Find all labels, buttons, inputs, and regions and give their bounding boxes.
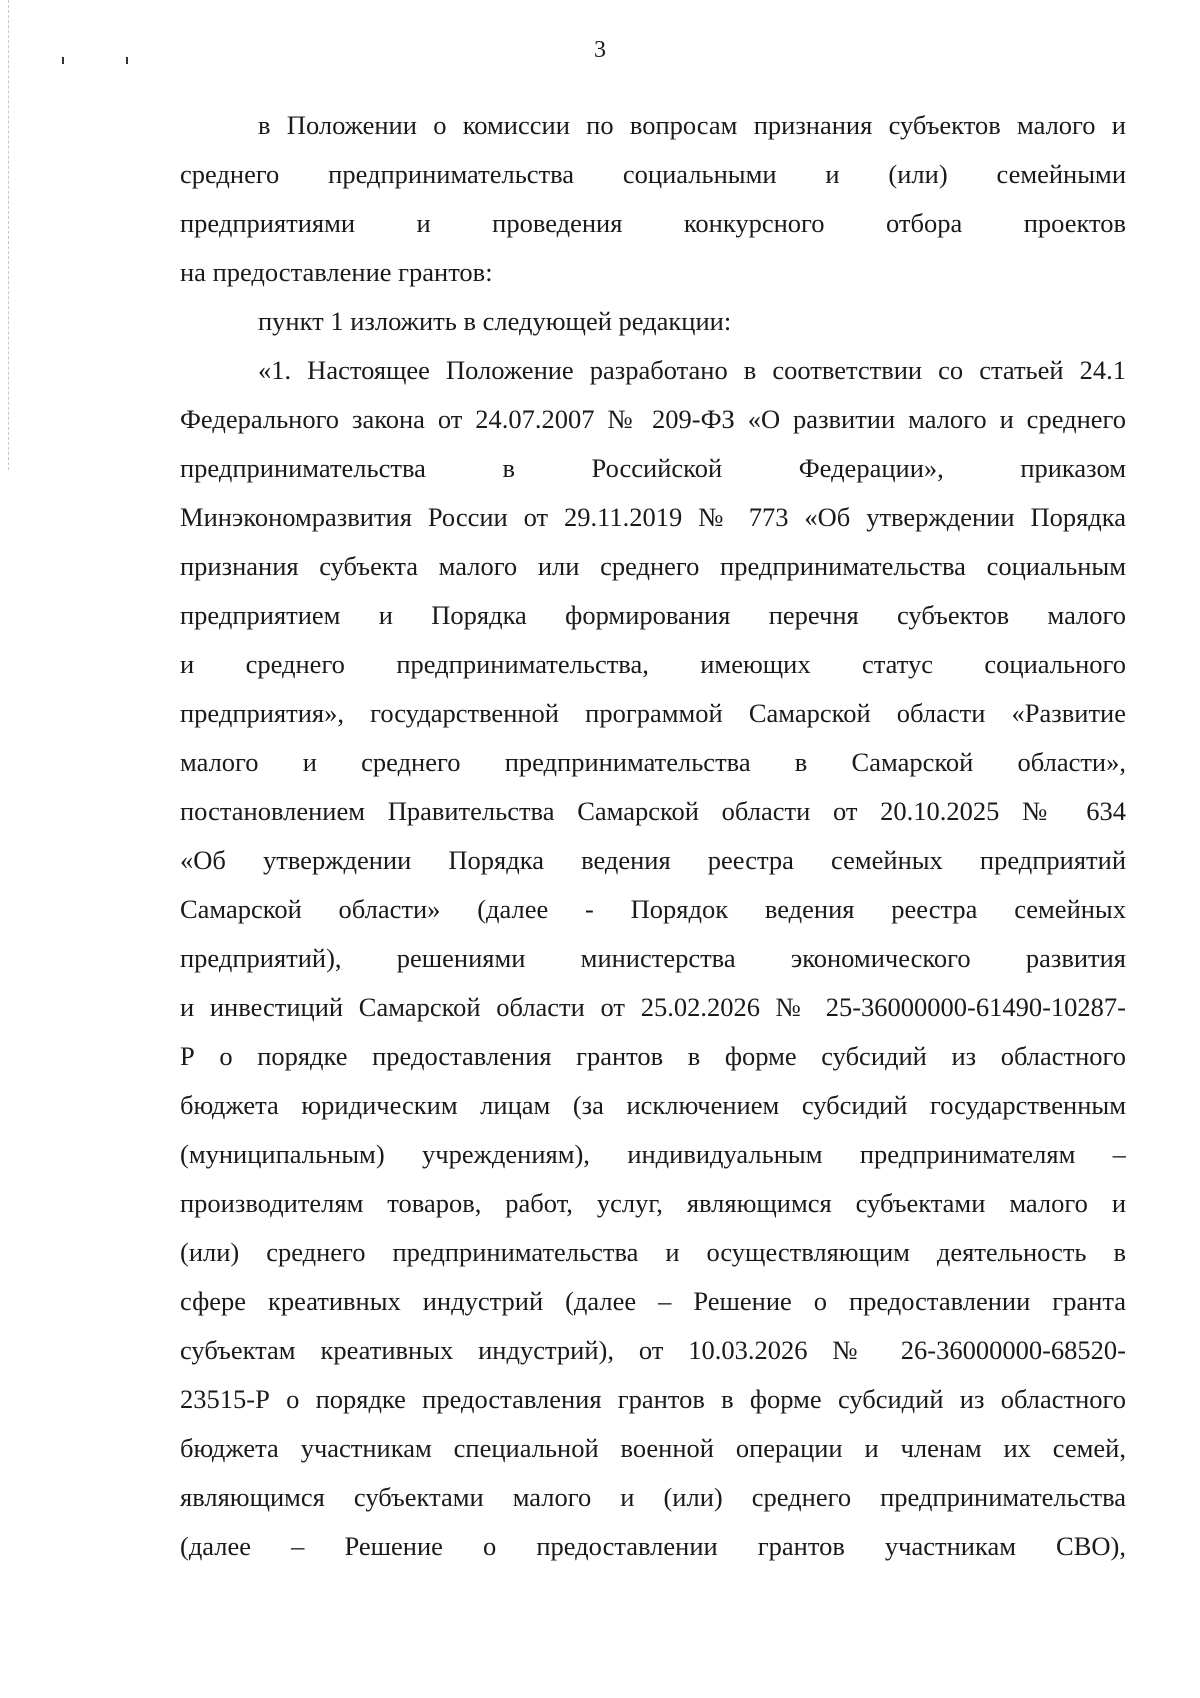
text-line: (или) среднего предпринимательства и осуществляющим деятельность в xyxy=(180,1237,1126,1267)
text-line: признания субъекта малого или среднего предпринимательства социальным xyxy=(180,551,1126,581)
text-line: бюджета юридическим лицам (за исключением субсидий государственным xyxy=(180,1090,1126,1120)
text-line: 23515-Р о порядке предоставления грантов в форме субсидий из областного xyxy=(180,1384,1126,1414)
text-line: малого и среднего предпринимательства в Самарской области», xyxy=(180,747,1126,777)
text-line: «1. Настоящее Положение разработано в соответствии со статьей 24.1 xyxy=(258,355,1126,385)
text-line: Федерального закона от 24.07.2007 № 209-ФЗ «О развитии малого и среднего xyxy=(180,404,1126,434)
text-line: предпринимательства в Российской Федерации», приказом xyxy=(180,453,1126,483)
text-line: и среднего предпринимательства, имеющих статус социального xyxy=(180,649,1126,679)
document-body xyxy=(180,101,1126,1571)
text-line: постановлением Правительства Самарской области от 20.10.2025 № 634 xyxy=(180,796,1126,826)
text-line: Р о порядке предоставления грантов в форме субсидий из областного xyxy=(180,1041,1126,1071)
text-line: предприятий), решениями министерства экономического развития xyxy=(180,943,1126,973)
text-line: бюджета участникам специальной военной операции и членам их семей, xyxy=(180,1433,1126,1463)
text-line: сфере креативных индустрий (далее – Решение о предоставлении гранта xyxy=(180,1286,1126,1316)
text-line: (муниципальным) учреждениям), индивидуальным предпринимателям – xyxy=(180,1139,1126,1169)
text-line: в Положении о комиссии по вопросам признания субъектов малого и xyxy=(258,110,1126,140)
text-line: на предоставление грантов: xyxy=(180,257,493,287)
page-number: 3 xyxy=(594,37,606,63)
text-line: являющимся субъектами малого и (или) среднего предпринимательства xyxy=(180,1482,1126,1512)
text-line: предприятием и Порядка формирования перечня субъектов малого xyxy=(180,600,1126,630)
text-line: и инвестиций Самарской области от 25.02.2026 № 25-36000000-61490-10287- xyxy=(180,992,1126,1022)
text-line: предприятия», государственной программой Самарской области «Развитие xyxy=(180,698,1126,728)
text-line: (далее – Решение о предоставлении грантов участникам СВО), xyxy=(180,1531,1126,1561)
scan-edge-mark xyxy=(8,0,10,470)
text-line: среднего предпринимательства социальными и (или) семейными xyxy=(180,159,1126,189)
text-line: предприятиями и проведения конкурсного отбора проектов xyxy=(180,208,1126,238)
text-line: «Об утверждении Порядка ведения реестра семейных предприятий xyxy=(180,845,1126,875)
text-line: субъектам креативных индустрий), от 10.03.2026 № 26-36000000-68520- xyxy=(180,1335,1126,1365)
text-line: Самарской области» (далее - Порядок ведения реестра семейных xyxy=(180,894,1126,924)
text-line: пункт 1 изложить в следующей редакции: xyxy=(258,306,732,336)
text-line: Минэкономразвития России от 29.11.2019 № 773 «Об утверждении Порядка xyxy=(180,502,1126,532)
text-line: производителям товаров, работ, услуг, являющимся субъектами малого и xyxy=(180,1188,1126,1218)
